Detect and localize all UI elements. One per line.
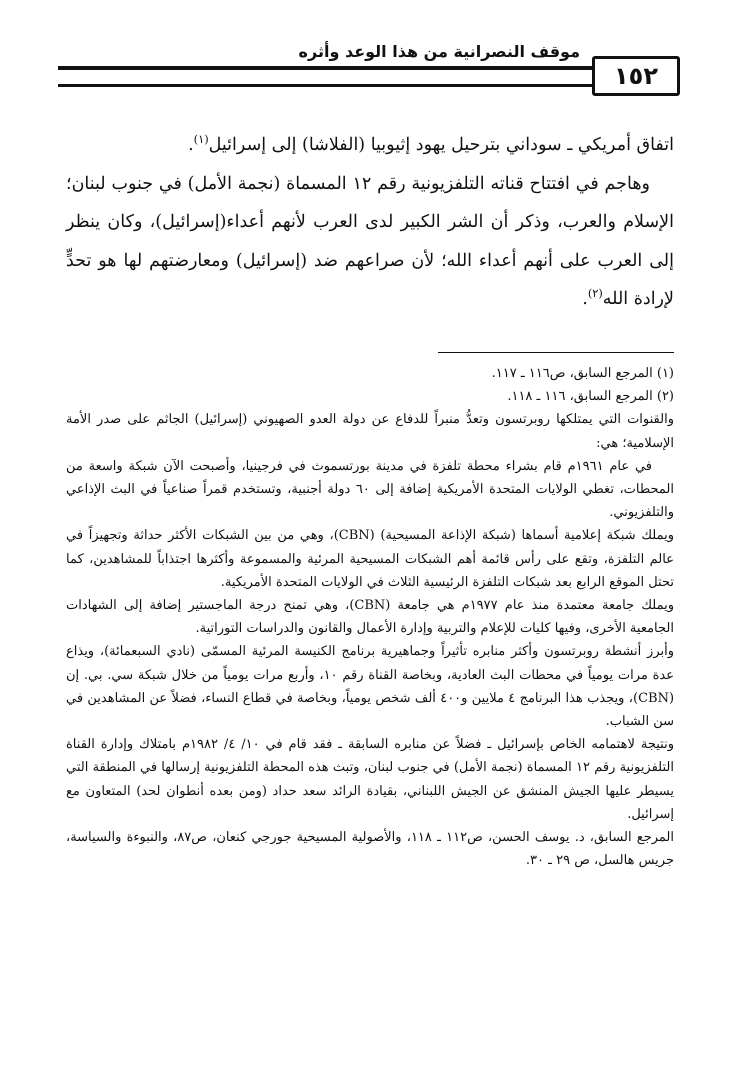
running-header-title: موقف النصرانية من هذا الوعد وأثره: [298, 42, 580, 61]
footnote-note-6: ونتيجة لاهتمامه الخاص بإسرائيل ـ فضلاً عن منابره السابقة ـ فقد قام في ١٠/ ٤/ ١٩٨٢م بامتلاك وإدارة القناة التلفزيونية رقم ١٢ المسماة (نجمة الأمل) في جنوب لبنان، وتبث هذه المحطة التلفزيونية إرسالها في المنطقة التي يسيطر عليها الجيش المنشق عن الجيش اللبناني، بقيادة الرائد سعد حداد (ومن بعده أنطوان لحد) المتعاون مع إسرائيل.: [66, 737, 675, 822]
paragraph-2-end: .: [582, 289, 588, 309]
main-text: [66, 126, 674, 319]
footnote-note-5: وأبرز أنشطة روبرتسون وأكثر منابره تأثيراً وجماهيرية برنامج الكنيسة المرئية المسمّى (نادي السبعمائة)، ويذاع عدة مرات يومياً في محطات البث العادية، وبخاصة القناة رقم ١٠، وأربع مرات يومياً من خلال شبكة سي. بي. إن (CBN)، ويجذب هذا البرنامج ٤ ملايين و٤٠٠ ألف شخص يومياً، وبخاصة في قطاع النساء، فضلاً عن المشاهدين في سن الشباب.: [66, 644, 675, 730]
paragraph-1-end: .: [188, 135, 194, 155]
footnote-note-4: ويملك جامعة معتمدة منذ عام ١٩٧٧م هي جامعة (CBN)، وهي تمنح درجة الماجستير إضافة إلى الشهادات الجامعية الأخرى، وفيها كليات للإعلام والتربية وإدارة الأعمال والقانون والدراسات التوراتية.: [66, 598, 674, 637]
footnote-note-2: في عام ١٩٦١م قام بشراء محطة تلفزة في مدينة بورتسموث في فرجينيا، وأصبحت الآن شبكة واسعة من المحطات، تغطي الولايات المتحدة الأمريكية إضافة إلى ٦٠ دولة أجنبية، وتستخدم قمراً صناعياً في البث الإذاعي والتلفزيوني.: [66, 458, 674, 521]
header-rule-top: [58, 66, 592, 70]
paragraph-2-text: وهاجم في افتتاح قناته التلفزيونية رقم ١٢ المسماة (نجمة الأمل) في جنوب لبنان؛ الإسلام والعرب، وذكر أن الشر الكبير لدى العرب لأنهم أعداء(إسرائيل)، وكان ينظر إلى العرب على أنهم أعداء الله؛ لأن صراعهم ضد (إسرائيل) ومعارضتهم لها هو تحدٍّ لإرادة الله: [66, 173, 674, 309]
paragraph-1: [66, 126, 674, 165]
paragraph-2: [66, 165, 674, 319]
footnote-note-3: ويملك شبكة إعلامية أسماها (شبكة الإذاعة المسيحية) (CBN)، وهي من بين الشبكات الأكثر حداثة وتجهيزاً في عالم التلفزة، وتقع على رأس قائمة أهم الشبكات المسيحية المرئية والمسموعة وأكثرها اجتذاباً للمشاهدين، كما تحتل الموقع الرابع بعد شبكات التلفزة الرئيسية الثلاث في الولايات المتحدة الأمريكية.: [66, 528, 674, 590]
footnote-1: (١) المرجع السابق، ص١١٦ ـ ١١٧.: [491, 366, 674, 381]
footnote-2: (٢) المرجع السابق، ١١٦ ـ ١١٨.: [507, 389, 674, 405]
paragraph-1-text: اتفاق أمريكي ـ سوداني بترحيل يهود إثيوبيا (الفلاشا) إلى إسرائيل: [208, 135, 674, 155]
footnote-note-7: المرجع السابق، د. يوسف الحسن، ص١١٢ ـ ١١٨، والأصولية المسيحية جورجي كنعان، ص٨٧، والنبوءة والسياسة، جريس هالسل، ص ٢٩ ـ ٣٠.: [66, 830, 675, 869]
footnote-ref-1: (١): [193, 132, 209, 147]
footnotes: [66, 362, 674, 872]
header-rule-bottom: [58, 84, 592, 87]
footnote-ref-2: (٢): [587, 286, 603, 301]
page-number: ١٥٢: [592, 56, 680, 96]
footnote-note-1: والقنوات التي يمتلكها روبرتسون وتعدُّ منبراً للدفاع عن دولة العدو الصهيوني (إسرائيل) الجاثم على صدر الأمة الإسلامية؛ هي:: [66, 412, 674, 451]
footnote-separator: [438, 352, 674, 353]
